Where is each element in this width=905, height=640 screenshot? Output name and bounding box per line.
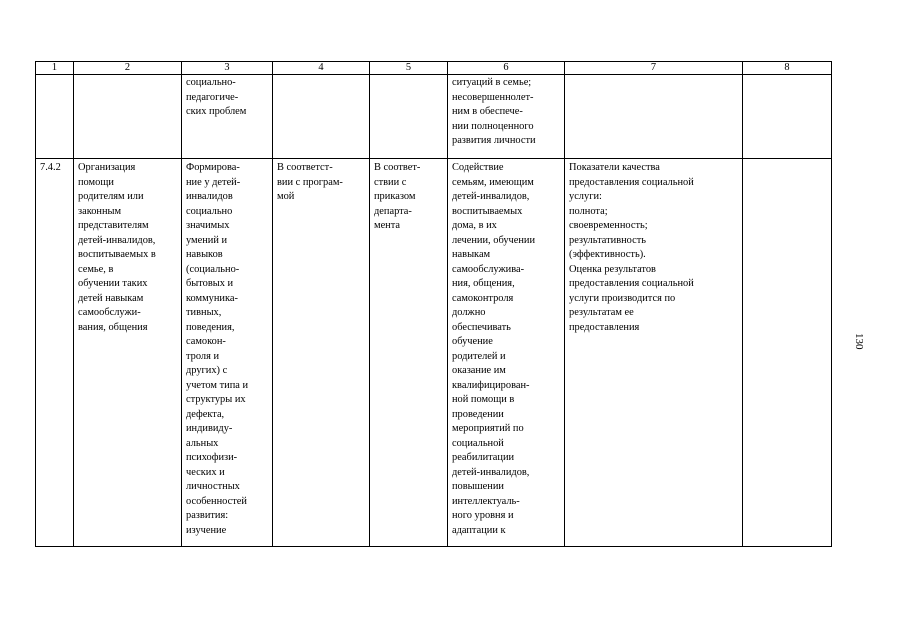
cell-text-line: услуги производится по [569,292,676,304]
cell-empty [74,75,182,159]
cell-text-line: обеспечивать [452,321,511,333]
cell-text-line: навыкам [452,249,491,260]
cell-text-line: воспитываемых [452,205,523,217]
cell-text-line: детей-инвалидов, [78,234,156,246]
table-row [36,159,832,547]
cell-text-line: умений и [186,234,228,246]
cell-text-line: ной помощи в [452,394,515,405]
cell-text-line: Формирова- [186,162,240,173]
cell-text-line: должно [452,307,486,318]
cell-text-line: Оценка результатов [569,263,656,275]
cell-text-line: ствии с [374,176,407,188]
cell-empty [370,75,448,159]
cell-text-line: обучении таких [78,278,148,289]
cell-text-line: учетом типа и [186,379,249,391]
header-cell: 6 [448,62,565,75]
cell-text-line: вии с програм- [277,176,343,188]
cell-text-line: адаптации к [452,524,506,536]
cell-text-line: бытовых и [186,278,234,289]
cell-text-line: детей навыкам [78,292,144,304]
service-name-cell [74,159,182,547]
cell-text-line: реабилитации [452,452,515,463]
cell-text-line: инвалидов [186,191,233,202]
cell-empty [743,75,832,159]
cell-text-line: дома, в их [452,220,497,231]
cell-text-line: развития: [186,510,229,521]
cell-text-line: предоставления социальной [569,278,694,289]
cell-text-line: Содействие [452,162,504,173]
cell-text-line: результатам ее [569,307,634,318]
page-number: 130 [853,333,865,350]
quality-indicators-cell [565,159,743,547]
cell-text-line: нии полноценного [452,120,534,132]
cell-text-line: структуры их [186,394,246,405]
cell-text-line: индивиду- [186,423,233,434]
cell-text-line: повышении [452,481,504,492]
header-cell: 3 [182,62,273,75]
cell-text-line: вания, общения [78,321,148,333]
cell-text-line: изучение [186,524,227,536]
cell-col6 [448,75,565,159]
cell-empty [273,75,370,159]
continuation-row [36,75,832,159]
cell-text-line: значимых [186,220,230,231]
service-description-cell [182,159,273,547]
cell-text-line: воспитываемых в [78,249,156,260]
cell-text-line: Показатели качества [569,162,660,173]
cell-text-line: ситуаций в семье; [452,77,532,88]
cell-text-line: ния, общения, [452,278,515,289]
cell-text-line: личностных [186,481,240,492]
volume-cell [273,159,370,547]
cell-text-line: поведения, [186,321,235,333]
cell-text-line: семье, в [78,263,114,275]
cell-text-line: приказом [374,191,416,202]
cell-text-line: мента [374,220,401,231]
header-row [36,62,832,75]
cell-text-line: психофизи- [186,452,238,463]
cell-text-line: ним в обеспече- [452,106,523,117]
header-cell: 7 [565,62,743,75]
cell-text-line: самокон- [186,336,226,347]
header-cell: 5 [370,62,448,75]
cell-text-line: интеллектуаль- [452,495,520,507]
cell-text-line: (социально- [186,263,240,275]
cell-text-line: социально- [186,77,236,88]
deadline-cell [370,159,448,547]
cell-text-line: полнота; [569,205,608,217]
cell-text-line: результативность [569,234,647,246]
cell-text-line: самоконтроля [452,292,514,304]
cell-text-line: социально [186,205,233,217]
cell-text-line: проведении [452,408,504,420]
cell-text-line: социальной [452,437,504,449]
cell-text-line: представителям [78,220,149,231]
cell-text-line: родителям или [78,191,144,202]
cell-text-line: детей-инвалидов, [452,466,530,478]
cell-text-line: предоставления [569,321,640,333]
cell-text-line: тивных, [186,307,222,318]
cell-text-line: квалифицирован- [452,379,530,391]
cell-text-line: развития личности [452,135,536,146]
cell-text-line: коммуника- [186,292,238,304]
conditions-cell [448,159,565,547]
cell-text-line: департа- [374,205,412,217]
cell-text-line: ческих и [186,466,225,478]
cell-text-line: услуги: [569,191,602,202]
cell-text-line: предоставления социальной [569,176,694,188]
cell-text-line: помощи [78,176,114,188]
cell-text-line: В соответ- [374,162,421,173]
cell-text-line: Организация [78,162,136,173]
cell-text-line: навыков [186,249,223,260]
cell-text-line: особенностей [186,495,247,507]
header-cell: 2 [74,62,182,75]
cell-text-line: несовершеннолет- [452,91,534,103]
cell-empty [36,75,74,159]
cell-col3 [182,75,273,159]
cell-text-line: других) с [186,365,228,376]
cell-text-line: мой [277,191,295,202]
cell-text-line: дефекта, [186,408,225,420]
cell-text-line: ние у детей- [186,176,241,188]
cell-text-line: самообслужи- [78,307,141,318]
cell-text-line: родителей и [452,350,506,362]
cell-text-line: альных [186,437,219,449]
cell-text-line: (эффективность). [569,249,646,260]
cell-text-line: лечении, обучении [452,234,536,246]
cell-text-line: ских проблем [186,106,247,117]
cell-empty [743,159,832,547]
header-cell: 8 [743,62,832,75]
cell-text-line: педагогиче- [186,91,239,103]
cell-text-line: своевременность; [569,220,648,231]
cell-text-line: семьям, имеющим [452,176,534,188]
cell-empty [565,75,743,159]
cell-text-line: В соответст- [277,162,333,173]
cell-text-line: обучение [452,336,493,347]
cell-text-line: ного уровня и [452,510,514,521]
cell-text-line: детей-инвалидов, [452,191,530,202]
cell-text-line: мероприятий по [452,423,524,434]
row-number: 7.4.2 [36,159,74,547]
cell-text-line: законным [78,205,122,217]
services-table [35,61,832,547]
cell-text-line: самообслужива- [452,263,525,275]
cell-text-line: троля и [186,350,220,362]
header-cell: 1 [36,62,74,75]
cell-text-line: оказание им [452,365,506,376]
header-cell: 4 [273,62,370,75]
